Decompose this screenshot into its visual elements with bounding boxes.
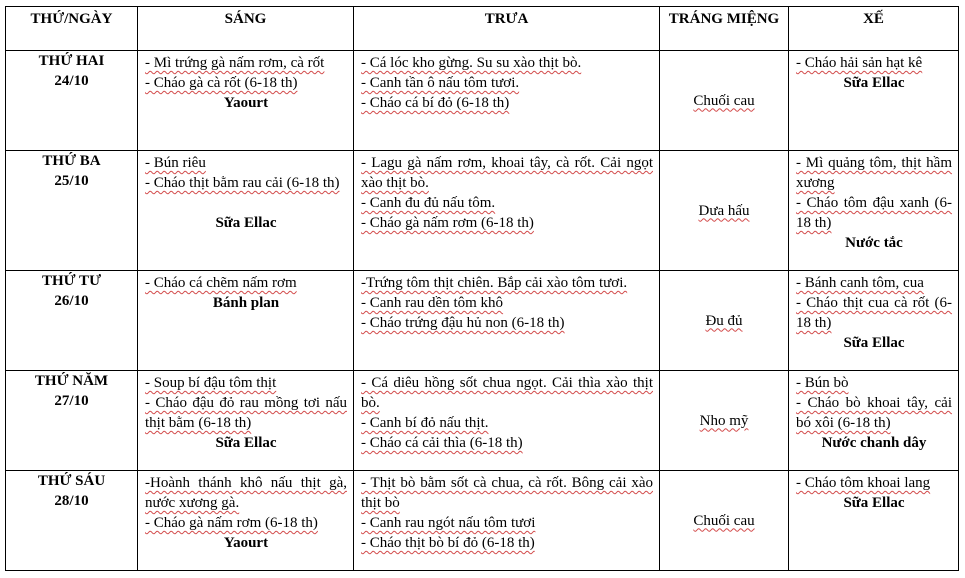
menu-item: - Cháo bò khoai tây, cải bó xôi (6-18 th) [796, 395, 952, 431]
menu-item: -Hoành thánh khô nấu thịt gà, nước xương gà. [145, 475, 347, 511]
header-morning: SÁNG [138, 7, 354, 51]
dessert-item: Chuối cau [693, 512, 755, 529]
menu-item: - Bún riêu [145, 155, 206, 171]
menu-item: - Cháo tôm đậu xanh (6-18 th) [796, 195, 952, 231]
menu-item: - Canh rau ngót nấu tôm tươi [361, 515, 536, 531]
snack-drink: Sữa Ellac [843, 335, 905, 351]
menu-item: - Canh đu đủ nấu tôm. [361, 195, 496, 211]
morning-cell [138, 471, 354, 571]
menu-item: - Bánh canh tôm, cua [796, 275, 924, 291]
menu-item: - Mì trứng gà nấm rơm, cà rốt [145, 55, 325, 71]
snack-cell [789, 51, 959, 151]
menu-item: - Soup bí đậu tôm thịt [145, 375, 277, 391]
morning-drink: Sữa Ellac [215, 435, 277, 451]
day-cell [6, 271, 138, 371]
day-cell [6, 471, 138, 571]
dessert-item: Nho mỹ [699, 412, 749, 429]
menu-item: - Mì quảng tôm, thịt hầm xương [796, 155, 952, 191]
menu-item: - Canh rau dền tôm khô [361, 295, 504, 311]
morning-cell [138, 371, 354, 471]
table-row [6, 151, 959, 271]
menu-item: - Canh bí đỏ nấu thịt. [361, 415, 489, 431]
dessert-cell [660, 471, 789, 571]
menu-item: - Cháo gà nấm rơm (6-18 th) [361, 215, 534, 231]
menu-item: - Cháo cá chẽm nấm rơm [145, 275, 297, 291]
dessert-cell [660, 371, 789, 471]
noon-cell [354, 471, 660, 571]
noon-cell [354, 271, 660, 371]
noon-cell [354, 371, 660, 471]
menu-item: - Cháo gà cà rốt (6-18 th) [145, 75, 298, 91]
day-date: 25/10 [54, 173, 89, 189]
table-row [6, 271, 959, 371]
menu-item: - Cháo thịt bò bí đỏ (6-18 th) [361, 535, 535, 551]
menu-item: - Cháo hải sản hạt kê [796, 55, 923, 71]
snack-drink: Sữa Ellac [843, 495, 905, 511]
dessert-item: Dưa hấu [698, 202, 750, 219]
day-name: THỨ HAI [38, 53, 105, 69]
header-day: THỨ/NGÀY [6, 7, 138, 51]
menu-item: -Trứng tôm thịt chiên. Bắp cải xào tôm tươi. [361, 275, 628, 291]
menu-item: - Cá lóc kho gừng. Su su xào thịt bò. [361, 55, 582, 71]
snack-drink: Nước chanh dây [821, 435, 927, 451]
header-snack: XẾ [789, 7, 959, 51]
menu-item: - Cháo đậu đỏ rau mồng tơi nấu thịt bằm (6-18 th) [145, 395, 347, 431]
dessert-item: Chuối cau [693, 92, 755, 109]
noon-cell [354, 51, 660, 151]
menu-item: - Canh tần ô nấu tôm tươi. [361, 75, 520, 91]
day-name: THỨ NĂM [34, 373, 109, 389]
snack-drink: Nước tắc [845, 235, 903, 251]
menu-item: - Cháo thịt cua cà rốt (6-18 th) [796, 295, 952, 331]
dessert-cell [660, 271, 789, 371]
dessert-item: Đu đủ [705, 312, 743, 329]
day-date: 24/10 [54, 73, 89, 89]
menu-item: - Cháo thịt bằm rau cải (6-18 th) [145, 175, 340, 191]
day-date: 28/10 [54, 493, 89, 509]
day-date: 26/10 [54, 293, 89, 309]
day-date: 27/10 [54, 393, 89, 409]
menu-item: - Lagu gà nấm rơm, khoai tây, cà rốt. Cải ngọt xào thịt bò. [361, 155, 653, 191]
snack-cell [789, 151, 959, 271]
weekly-menu-table [5, 6, 959, 571]
day-name: THỨ BA [42, 153, 101, 169]
table-row [6, 471, 959, 571]
menu-item: - Cá diêu hồng sốt chua ngọt. Cải thìa xào thịt bò. [361, 375, 653, 411]
table-row [6, 371, 959, 471]
snack-cell [789, 371, 959, 471]
noon-cell [354, 151, 660, 271]
table-row [6, 51, 959, 151]
menu-item: - Cháo cá cải thìa (6-18 th) [361, 435, 523, 451]
menu-item: - Bún bò [796, 375, 849, 391]
header-dessert: TRÁNG MIỆNG [660, 7, 789, 51]
snack-cell [789, 271, 959, 371]
morning-cell [138, 151, 354, 271]
menu-item: - Cháo gà nấm rơm (6-18 th) [145, 515, 318, 531]
morning-cell [138, 51, 354, 151]
day-cell [6, 51, 138, 151]
morning-cell [138, 271, 354, 371]
header-row [6, 7, 959, 51]
morning-drink: Sữa Ellac [215, 215, 277, 231]
morning-drink: Bánh plan [212, 295, 280, 311]
dessert-cell [660, 151, 789, 271]
day-name: THỨ SÁU [37, 473, 106, 489]
morning-drink: Yaourt [223, 535, 269, 551]
menu-item: - Cháo trứng đậu hủ non (6-18 th) [361, 315, 565, 331]
menu-item: - Cháo cá bí đỏ (6-18 th) [361, 95, 510, 111]
menu-item: - Thịt bò bằm sốt cà chua, cà rốt. Bông cải xào thịt bò [361, 475, 653, 511]
day-cell [6, 371, 138, 471]
dessert-cell [660, 51, 789, 151]
day-cell [6, 151, 138, 271]
menu-item: - Cháo tôm khoai lang [796, 475, 931, 491]
snack-drink: Sữa Ellac [843, 75, 905, 91]
snack-cell [789, 471, 959, 571]
day-name: THỨ TƯ [41, 273, 102, 289]
header-noon: TRƯA [354, 7, 660, 51]
morning-drink: Yaourt [223, 95, 269, 111]
